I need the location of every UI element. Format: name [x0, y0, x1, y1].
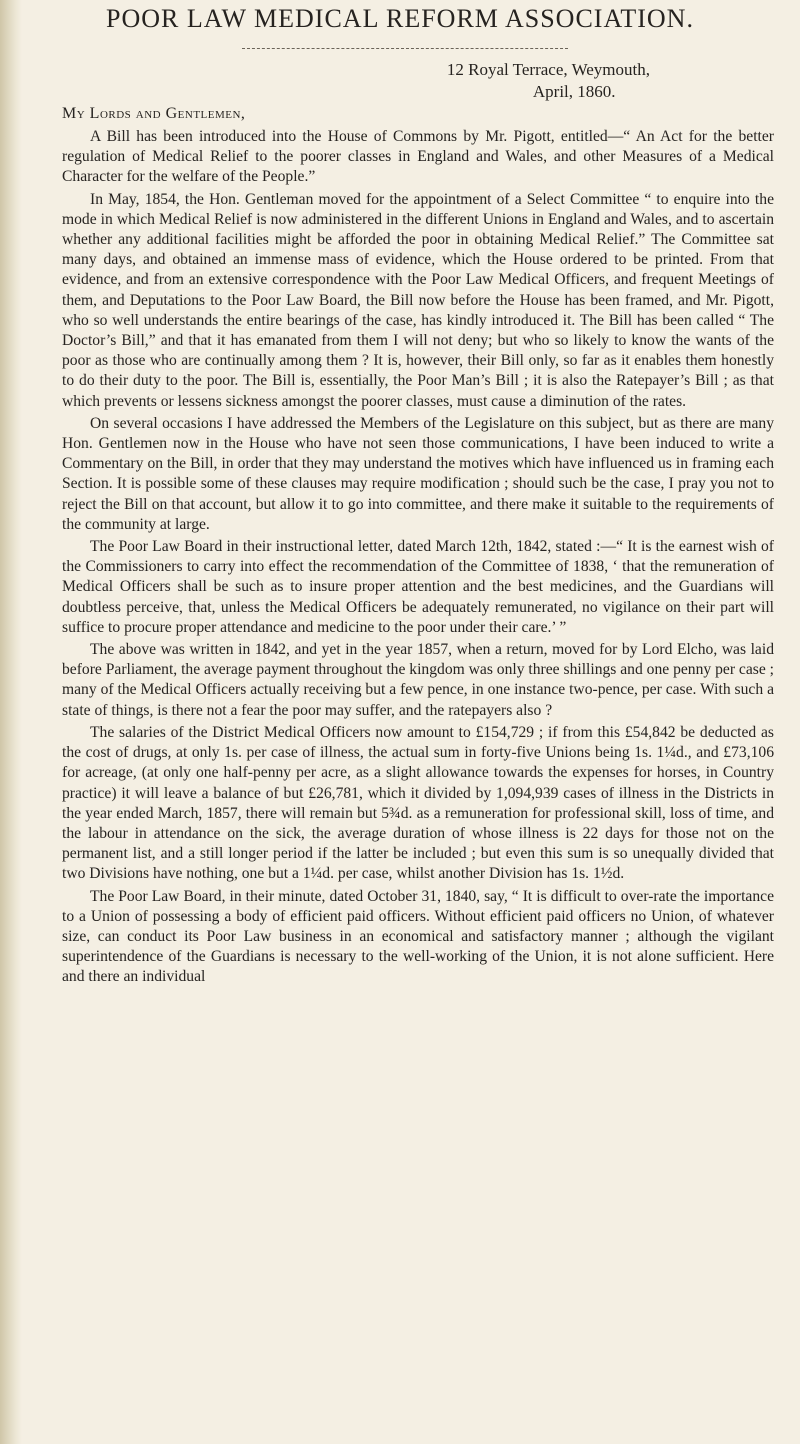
page-title: POOR LAW MEDICAL REFORM ASSOCIATION.	[106, 4, 694, 33]
page-edge	[0, 0, 22, 1444]
paragraph: On several occasions I have addressed the Members of the Legislature on this subject, but as there are many Hon. Gentlemen now in the House who have not seen those communications, I have been induced to write a Commentary on the Bill, in order that they may understand the motives which have influenced us in framing each Section. It is possible some of these clauses may require modification ; should such be the case, I pray you not to reject the Bill on that account, but allow it to go into committee, and there make it suitable to the requirements of the community at large.	[62, 414, 774, 533]
paragraph: The salaries of the District Medical Officers now amount to £154,729 ; if from this £54,842 be deducted as the cost of drugs, at only 1s. per case of illness, the actual sum in forty-five Unions being 1s. 1¼d., and £73,106 for acreage, (at only one half-penny per acre, as a slight allowance towards the expenses for horses, in Country practice) it will leave a balance of but £26,781, which it divided by 1,094,939 cases of illness in the Districts in the year ended March, 1857, there will remain but 5¾d. as a remuneration for professional skill, loss of time, and the labour in attendance on the sick, the average duration of whose illness is 22 days for those not on the permanent list, and a still longer period if the latter be included ; but even this sum is so unequally divided that two Divisions have nothing, one but a 1¼d. per case, whilst another Division has 1s. 1½d.	[62, 723, 774, 883]
address-block	[447, 59, 650, 103]
ornamental-rule	[242, 48, 568, 54]
address-line-1: 12 Royal Terrace, Weymouth,	[446, 60, 650, 79]
paragraph: The Poor Law Board in their instructional letter, dated March 12th, 1842, stated :—“ It is the earnest wish of the Commissioners to carry into effect the recommendation of the Committee of 1838, ‘ that the remuneration of Medical Officers shall be such as to insure proper attention and the best medicines, and the Guardians will doubtless perceive, that, unless the Medical Officers be adequately remunerated, no vigilance on their part will suffice to procure proper attendance and medicine to the poor under their care.’ ”	[62, 538, 774, 636]
salutation: My Lords and Gentlemen,	[62, 105, 246, 122]
paragraph: The Poor Law Board, in their minute, dated October 31, 1840, say, “ It is difficult to over-rate the importance to a Union of possessing a body of efficient paid officers. Without efficient paid officers no Union, of whatever size, can conduct its Poor Law business in an economical and satisfactory manner ; although the vigilant superintendence of the Guardians is necessary to the well-working of the Union, it is not alone sufficient. Here and there an individual	[62, 887, 774, 986]
paragraph: The above was written in 1842, and yet in the year 1857, when a return, moved for by Lord Elcho, was laid before Parliament, the average payment throughout the kingdom was only three shillings and one penny per case ; many of the Medical Officers actually receiving but a few pence, in one instance two-pence, per case. With such a state of things, is there not a fear the poor may suffer, and the ratepayers also ?	[62, 641, 774, 719]
address-date: April, 1860.	[532, 82, 616, 101]
paragraph: In May, 1854, the Hon. Gentleman moved for the appointment of a Select Committee “ to enquire into the mode in which Medical Relief is now administered in the different Unions in England and Wales, and to ascertain whether any additional facilities might be afforded the poor in obtaining Medical Relief.” The Committee sat many days, and obtained an immense mass of evidence, which the House ordered to be printed. From that evidence, and from an extensive correspondence with the Poor Law Medical Officers, and frequent Meetings of them, and Deputations to the Poor Law Board, the Bill now before the House has been framed, and Mr. Pigott, who so well understands the entire bearings of the case, has kindly introduced it. The Bill has been called “ The Doctor’s Bill,” and that it has emanated from them I will not deny; but who so likely to know the wants of the poor as those who are continually among them ? It is, however, their Bill only, so far as it enables them honestly to do their duty to the poor. The Bill is, essentially, the Poor Man’s Bill ; it is also the Ratepayer’s Bill ; as that which prevents or lessens sickness amongst the poorer classes, must cause a diminution of the rates.	[62, 190, 774, 410]
paragraph: A Bill has been introduced into the House of Commons by Mr. Pigott, entitled—“ An Act for the better regulation of Medical Relief to the poorer classes in England and Wales, and other Measures of a Medical Character for the welfare of the People.”	[62, 128, 774, 186]
letter-body	[62, 127, 774, 988]
